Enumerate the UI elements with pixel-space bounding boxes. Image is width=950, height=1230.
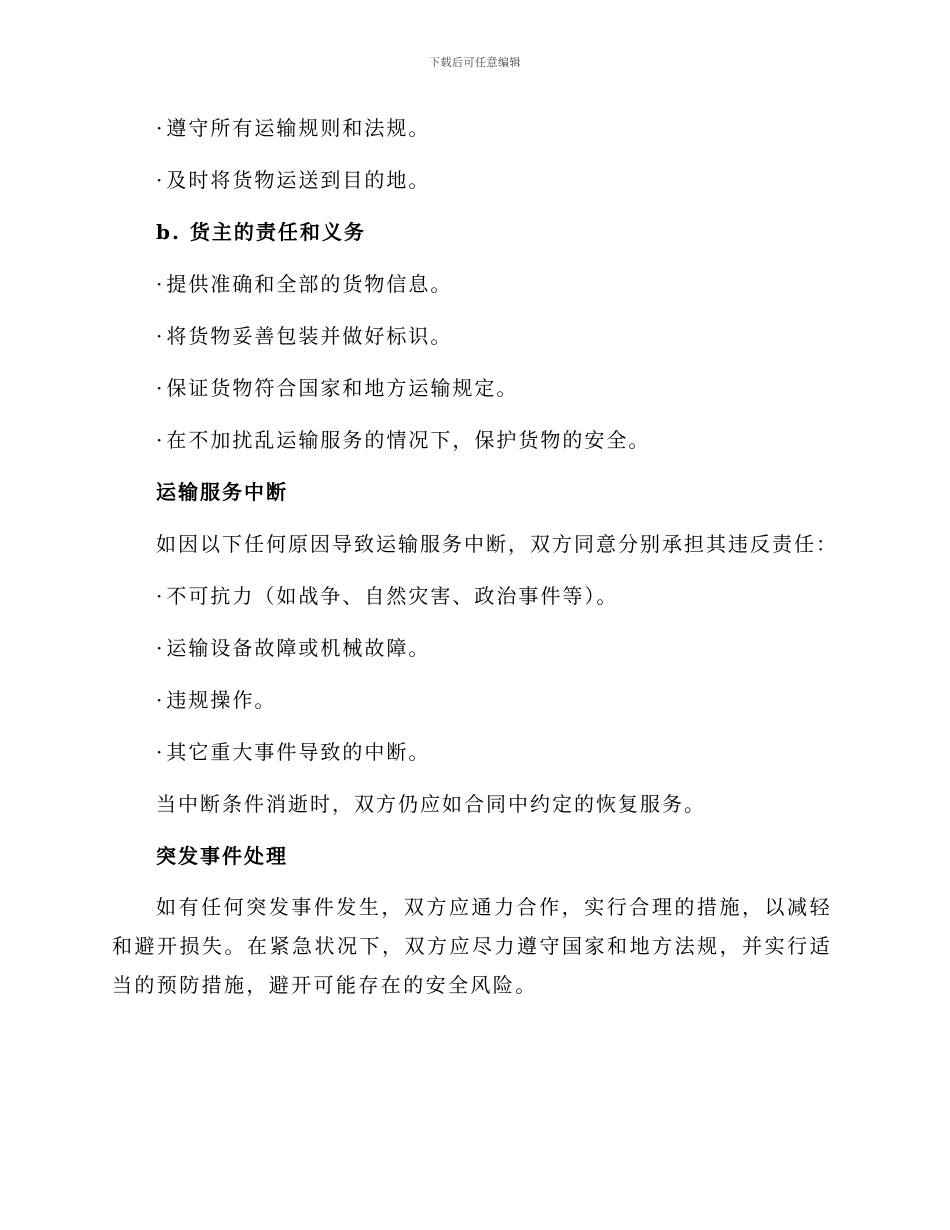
bullet-mark: ·: [156, 636, 165, 660]
bullet-mark: ·: [156, 116, 165, 140]
bullet-mark: ·: [156, 376, 165, 400]
bullet-mark: ·: [156, 324, 165, 348]
list-item-text: 将货物妥善包装并做好标识。: [166, 324, 453, 348]
section-heading-interruption: 运输服务中断: [156, 480, 288, 504]
list-item: [112, 378, 832, 398]
document-body: [112, 110, 838, 1005]
list-item: [112, 742, 832, 762]
list-item: [112, 690, 832, 710]
list-item: [112, 118, 832, 138]
list-item: [112, 638, 832, 658]
interruption-intro: 如因以下任何原因导致运输服务中断，双方同意分别承担其违反责任：: [156, 532, 838, 556]
page-header: 下载后可任意编辑: [429, 56, 521, 69]
list-item: [112, 430, 832, 450]
list-item-text: 保证货物符合国家和地方运输规定。: [166, 376, 519, 400]
list-item-text: 提供准确和全部的货物信息。: [166, 272, 453, 296]
list-item-text: 运输设备故障或机械故障。: [166, 636, 431, 660]
list-item-text: 其它重大事件导致的中断。: [166, 740, 431, 764]
list-item-text: 在不加扰乱运输服务的情况下，保护货物的安全。: [166, 428, 651, 452]
list-item-text: 及时将货物运送到目的地。: [166, 168, 431, 192]
bullet-mark: ·: [156, 584, 165, 608]
list-item-text: 不可抗力（如战争、自然灾害、政治事件等）。: [166, 584, 619, 608]
section-heading-shipper: b. 货主的责任和义务: [156, 220, 366, 244]
list-item: [112, 170, 832, 190]
list-item: [112, 586, 832, 606]
list-item-text: 遵守所有运输规则和法规。: [166, 116, 431, 140]
bullet-mark: ·: [156, 688, 165, 712]
interruption-closing: 当中断条件消逝时，双方仍应如合同中约定的恢复服务。: [156, 792, 706, 816]
list-item: [112, 326, 832, 346]
section-heading-emergency: 突发事件处理: [156, 844, 288, 868]
bullet-mark: ·: [156, 740, 165, 764]
bullet-mark: ·: [156, 272, 165, 296]
bullet-mark: ·: [156, 168, 165, 192]
list-item: [112, 274, 832, 294]
emergency-paragraph: 如有任何突发事件发生，双方应通力合作，实行合理的措施，以减轻和避开损失。在紧急状况下，双方应尽力遵守国家和地方法规，并实行适当的预防措施，避开可能存在的安全风险。: [112, 895, 832, 997]
bullet-mark: ·: [156, 428, 165, 452]
list-item-text: 违规操作。: [166, 688, 277, 712]
